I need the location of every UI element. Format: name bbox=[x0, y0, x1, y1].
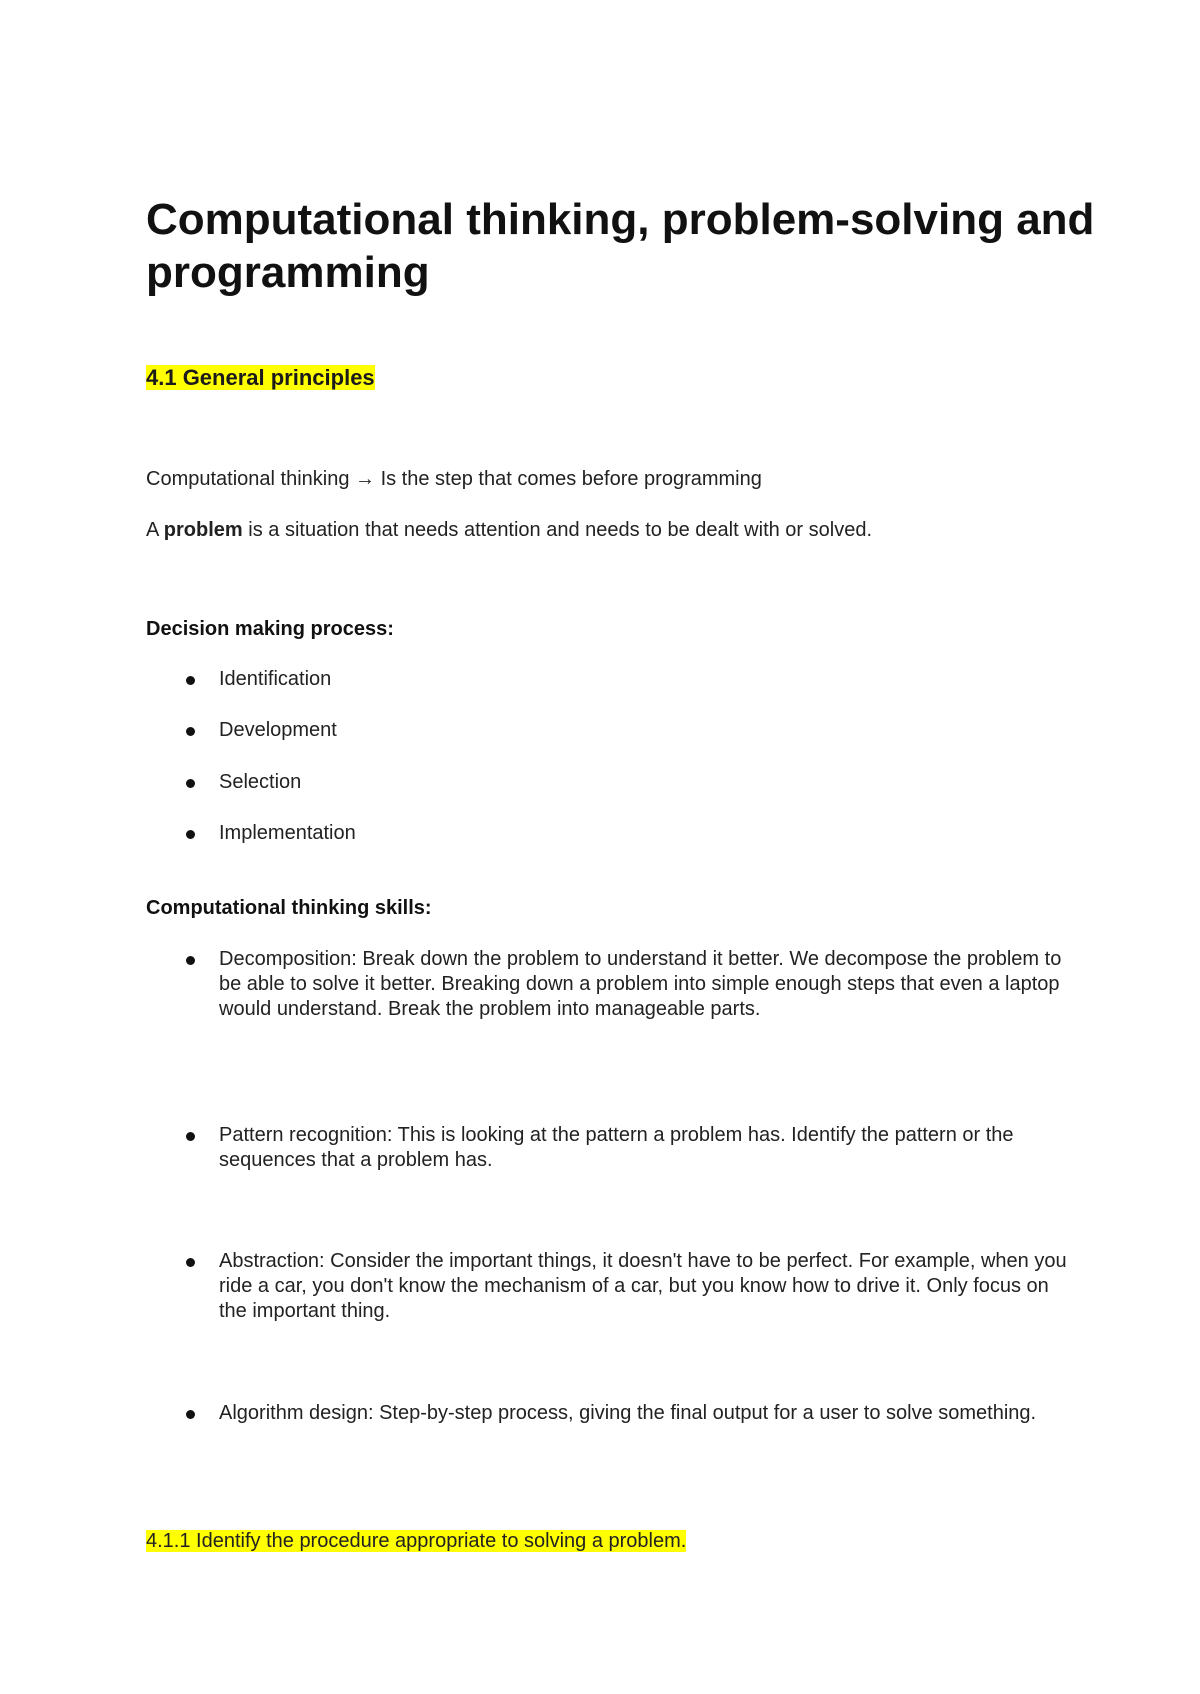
list-item-text: Implementation bbox=[219, 822, 356, 844]
bullet-icon bbox=[186, 779, 195, 788]
computational-thinking-definition: Computational thinking → Is the step that comes before programming bbox=[146, 468, 762, 490]
problem-definition bbox=[146, 517, 872, 543]
list-item-text: Pattern recognition: This is looking at the pattern a problem has. Identify the pattern or the sequences that a problem has. bbox=[219, 1124, 1014, 1171]
subsection-heading-text: 4.1.1 Identify the procedure appropriate to solving a problem. bbox=[146, 1530, 687, 1552]
problem-rest: is a situation that needs attention and needs to be dealt with or solved. bbox=[242, 519, 873, 541]
list-item-text: Identification bbox=[219, 668, 332, 690]
decision-making-label: Decision making process: bbox=[146, 618, 394, 640]
list-item-text: Decomposition: Break down the problem to understand it better. We decompose the problem to be able to solve it better. Breaking down a problem into simple enough steps that even a laptop would understand. Break the problem into manageable parts. bbox=[219, 948, 1062, 1020]
bullet-icon bbox=[186, 1410, 195, 1419]
section-heading bbox=[146, 363, 375, 393]
subsection-heading bbox=[146, 1528, 686, 1554]
list-item-text: Abstraction: Consider the important things, it doesn't have to be perfect. For example, when you ride a car, you don't know the mechanism of a car, but you know how to drive it. Only focus on the important thing. bbox=[219, 1250, 1067, 1322]
bullet-icon bbox=[186, 830, 195, 839]
bullet-icon bbox=[186, 1258, 195, 1267]
section-heading-text: 4.1 General principles bbox=[146, 365, 375, 390]
bullet-icon bbox=[186, 727, 195, 736]
problem-prefix: A bbox=[146, 519, 164, 541]
list-item-text: Development bbox=[219, 719, 337, 741]
document-title: Computational thinking, problem-solving and programming bbox=[146, 195, 1095, 297]
bullet-icon bbox=[186, 956, 195, 965]
ct-skills-label: Computational thinking skills: bbox=[146, 897, 432, 919]
problem-term: problem bbox=[163, 519, 243, 541]
list-item-text: Selection bbox=[219, 771, 302, 793]
list-item-text: Algorithm design: Step-by-step process, giving the final output for a user to solve something. bbox=[219, 1402, 1037, 1424]
bullet-icon bbox=[186, 1132, 195, 1141]
bullet-icon bbox=[186, 676, 195, 685]
